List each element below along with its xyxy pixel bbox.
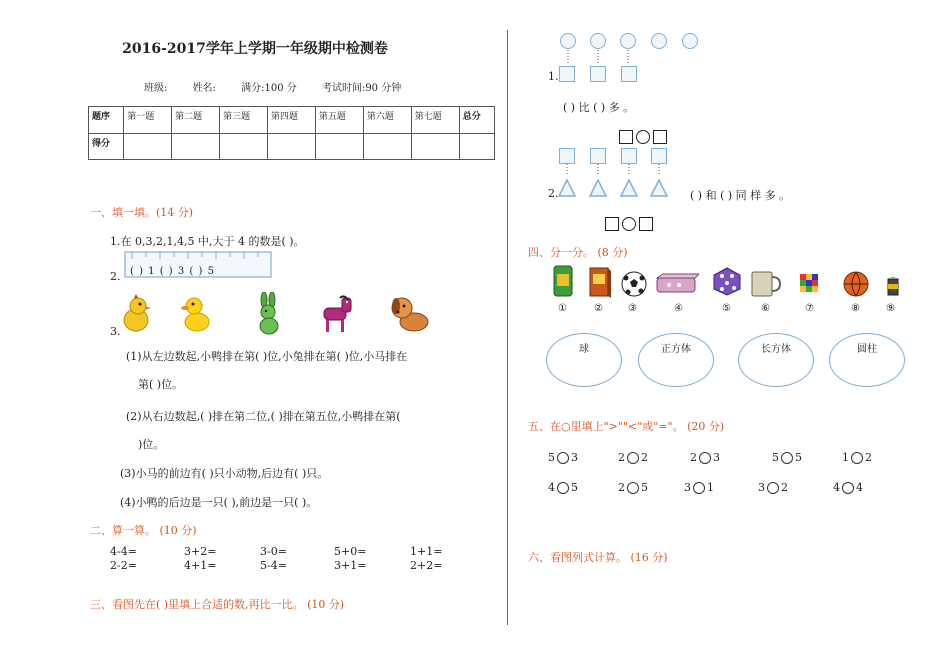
chick-icon	[118, 294, 154, 334]
category-label: 正方体	[661, 344, 691, 355]
compare-left: 4	[548, 481, 555, 494]
question-3-number: 3.	[110, 325, 121, 338]
box-icon	[588, 266, 612, 298]
question-3-1-line2: 第( )位。	[138, 378, 184, 391]
calc-item: 2+2=	[410, 559, 443, 572]
circled-number: ②	[594, 303, 603, 314]
circle-shape	[651, 33, 667, 49]
question-1: 1.在 0,3,2,1,4,5 中,大于 4 的数是( )。	[110, 235, 305, 248]
compare-item	[548, 481, 578, 494]
table-header: 总分	[459, 107, 494, 134]
compare-left: 5	[772, 451, 779, 464]
rabbit-icon	[252, 292, 286, 336]
table-header: 第一题	[124, 107, 172, 134]
section-6-heading: 六、看图列式计算。 (16 分)	[528, 551, 668, 564]
table-header: 第二题	[172, 107, 220, 134]
section-1-heading: 一、填一填。(14 分)	[90, 206, 194, 219]
rubiks-cube-icon	[798, 272, 822, 296]
question-3-3: (3)小马的前边有( )只小动物,后边有( )只。	[120, 467, 329, 480]
table-header: 第七题	[411, 107, 459, 134]
compare-item	[618, 481, 648, 494]
compare-left: 5	[548, 451, 555, 464]
table-header: 第五题	[315, 107, 363, 134]
category-ball[interactable]	[546, 333, 622, 387]
mug-icon	[750, 268, 782, 298]
score-cell[interactable]	[268, 133, 316, 160]
score-cell[interactable]	[459, 133, 494, 160]
compare-right: 2	[641, 451, 648, 464]
dotted-links	[560, 50, 650, 66]
puppy-icon	[388, 292, 432, 336]
circle-shape	[590, 33, 606, 49]
basketball-icon	[842, 270, 870, 298]
compare-circle[interactable]	[557, 482, 569, 494]
calc-item: 1+1=	[410, 545, 443, 558]
compare-circle[interactable]	[693, 482, 705, 494]
calc-item: 3+1=	[334, 559, 367, 572]
compare-left: 2	[618, 451, 625, 464]
compare-left: 3	[684, 481, 691, 494]
category-label: 长方体	[761, 344, 791, 355]
answer-box[interactable]	[653, 130, 667, 144]
answer-boxes	[605, 213, 653, 232]
question-3-2-line1: (2)从右边数起,( )排在第二位,( )排在第五位,小鸭排在第(	[126, 410, 401, 423]
compare-right: 4	[856, 481, 863, 494]
answer-box[interactable]	[639, 217, 653, 231]
triangle-row	[558, 164, 668, 204]
compare-right: 3	[571, 451, 578, 464]
table-header: 题序	[89, 107, 124, 134]
compare-item	[684, 481, 714, 494]
category-cube[interactable]	[638, 333, 714, 387]
full-score: 满分:100 分	[241, 83, 297, 94]
square-shape	[651, 148, 667, 164]
compare-left: 4	[833, 481, 840, 494]
circle-shape	[620, 33, 636, 49]
calc-item: 3-0=	[260, 545, 287, 558]
compare-circle[interactable]	[627, 452, 639, 464]
compare-left: 1	[842, 451, 849, 464]
picture-1-number: 1.	[548, 70, 559, 83]
picture-2-number: 2.	[548, 187, 559, 200]
circled-number: ③	[628, 303, 637, 314]
square-shape	[559, 148, 575, 164]
circled-number: ⑤	[722, 303, 731, 314]
table-header: 第四题	[268, 107, 316, 134]
circled-number: ⑥	[761, 303, 770, 314]
compare-right: 5	[795, 451, 802, 464]
compare-right: 2	[781, 481, 788, 494]
circled-number: ①	[558, 303, 567, 314]
compare-left: 2	[618, 481, 625, 494]
soccer-ball-icon	[620, 270, 648, 298]
compare-item	[833, 481, 863, 494]
table-header: 第三题	[220, 107, 268, 134]
calc-item: 4+1=	[184, 559, 217, 572]
square-shape	[621, 66, 637, 82]
battery-icon	[886, 276, 900, 296]
compare-circle[interactable]	[851, 452, 863, 464]
circle-shape	[560, 33, 576, 49]
calc-item: 4-4=	[110, 545, 137, 558]
compare-right: 2	[865, 451, 872, 464]
square-shape	[559, 66, 575, 82]
picture-2-sentence: ( ) 和 ( ) 同 样 多 。	[690, 189, 791, 202]
compare-circle[interactable]	[557, 452, 569, 464]
section-2-heading: 二、算一算。 (10 分)	[90, 524, 197, 537]
score-cell[interactable]	[411, 133, 459, 160]
compare-item	[758, 481, 788, 494]
square-shape	[621, 148, 637, 164]
table-header: 第六题	[363, 107, 411, 134]
exam-time: 考试时间:90 分钟	[321, 83, 402, 94]
answer-circle[interactable]	[636, 130, 650, 144]
score-table	[88, 106, 495, 160]
circled-number: ⑦	[805, 303, 814, 314]
compare-circle[interactable]	[767, 482, 779, 494]
ruler-marks: ( ) 1 ( ) 3 ( ) 5	[130, 266, 215, 277]
score-cell[interactable]	[172, 133, 220, 160]
compare-circle[interactable]	[781, 452, 793, 464]
answer-circle[interactable]	[622, 217, 636, 231]
calc-item: 5-4=	[260, 559, 287, 572]
dice-icon	[712, 266, 742, 296]
compare-item	[548, 451, 578, 464]
compare-item	[618, 451, 648, 464]
compare-circle[interactable]	[699, 452, 711, 464]
calc-item: 3+2=	[184, 545, 217, 558]
question-3-4: (4)小鸭的后边是一只( ),前边是一只( )。	[120, 496, 318, 509]
answer-boxes	[619, 126, 667, 145]
category-label: 圆柱	[857, 344, 877, 355]
square-shape	[590, 148, 606, 164]
answer-box[interactable]	[605, 217, 619, 231]
compare-circle[interactable]	[842, 482, 854, 494]
score-cell[interactable]	[220, 133, 268, 160]
question-3-1-line1: (1)从左边数起,小鸭排在第( )位,小兔排在第( )位,小马排在	[126, 350, 408, 363]
compare-right: 5	[641, 481, 648, 494]
compare-left: 2	[690, 451, 697, 464]
square-shape	[590, 66, 606, 82]
student-info	[144, 79, 423, 94]
question-3-2-line2: )位。	[138, 438, 165, 451]
circled-number: ⑧	[851, 303, 860, 314]
calc-item: 5+0=	[334, 545, 367, 558]
compare-circle[interactable]	[627, 482, 639, 494]
answer-box[interactable]	[619, 130, 633, 144]
circled-number: ⑨	[886, 303, 895, 314]
compare-left: 3	[758, 481, 765, 494]
compare-item	[842, 451, 872, 464]
section-4-heading: 四、分一分。 (8 分)	[528, 246, 628, 259]
category-label: 球	[579, 344, 589, 355]
picture-1-sentence: ( ) 比 ( ) 多 。	[563, 101, 635, 114]
score-cell[interactable]	[315, 133, 363, 160]
compare-item	[772, 451, 802, 464]
pony-icon	[314, 294, 356, 334]
category-cuboid[interactable]	[738, 333, 814, 387]
section-5-heading: 五、在○里填上">""<"或"="。 (20 分)	[528, 420, 725, 433]
class-label: 班级:	[144, 83, 168, 94]
compare-right: 1	[707, 481, 714, 494]
row-label: 得分	[89, 133, 124, 160]
duckling-icon	[180, 294, 212, 334]
score-cell[interactable]	[363, 133, 411, 160]
name-label: 姓名:	[192, 83, 216, 94]
circled-number: ④	[674, 303, 683, 314]
compare-item	[690, 451, 720, 464]
compare-right: 5	[571, 481, 578, 494]
pencil-case-icon	[655, 272, 699, 296]
column-divider	[507, 30, 508, 625]
can-icon	[552, 264, 574, 298]
question-2-number: 2.	[110, 270, 121, 283]
circle-shape	[682, 33, 698, 49]
section-3-heading: 三、看图先在( )里填上合适的数,再比一比。 (10 分)	[90, 598, 345, 611]
category-cylinder[interactable]	[829, 333, 905, 387]
compare-right: 3	[713, 451, 720, 464]
page-title: 2016-2017学年上学期一年级期中检测卷	[122, 41, 388, 57]
calc-item: 2-2=	[110, 559, 137, 572]
score-cell[interactable]	[124, 133, 172, 160]
